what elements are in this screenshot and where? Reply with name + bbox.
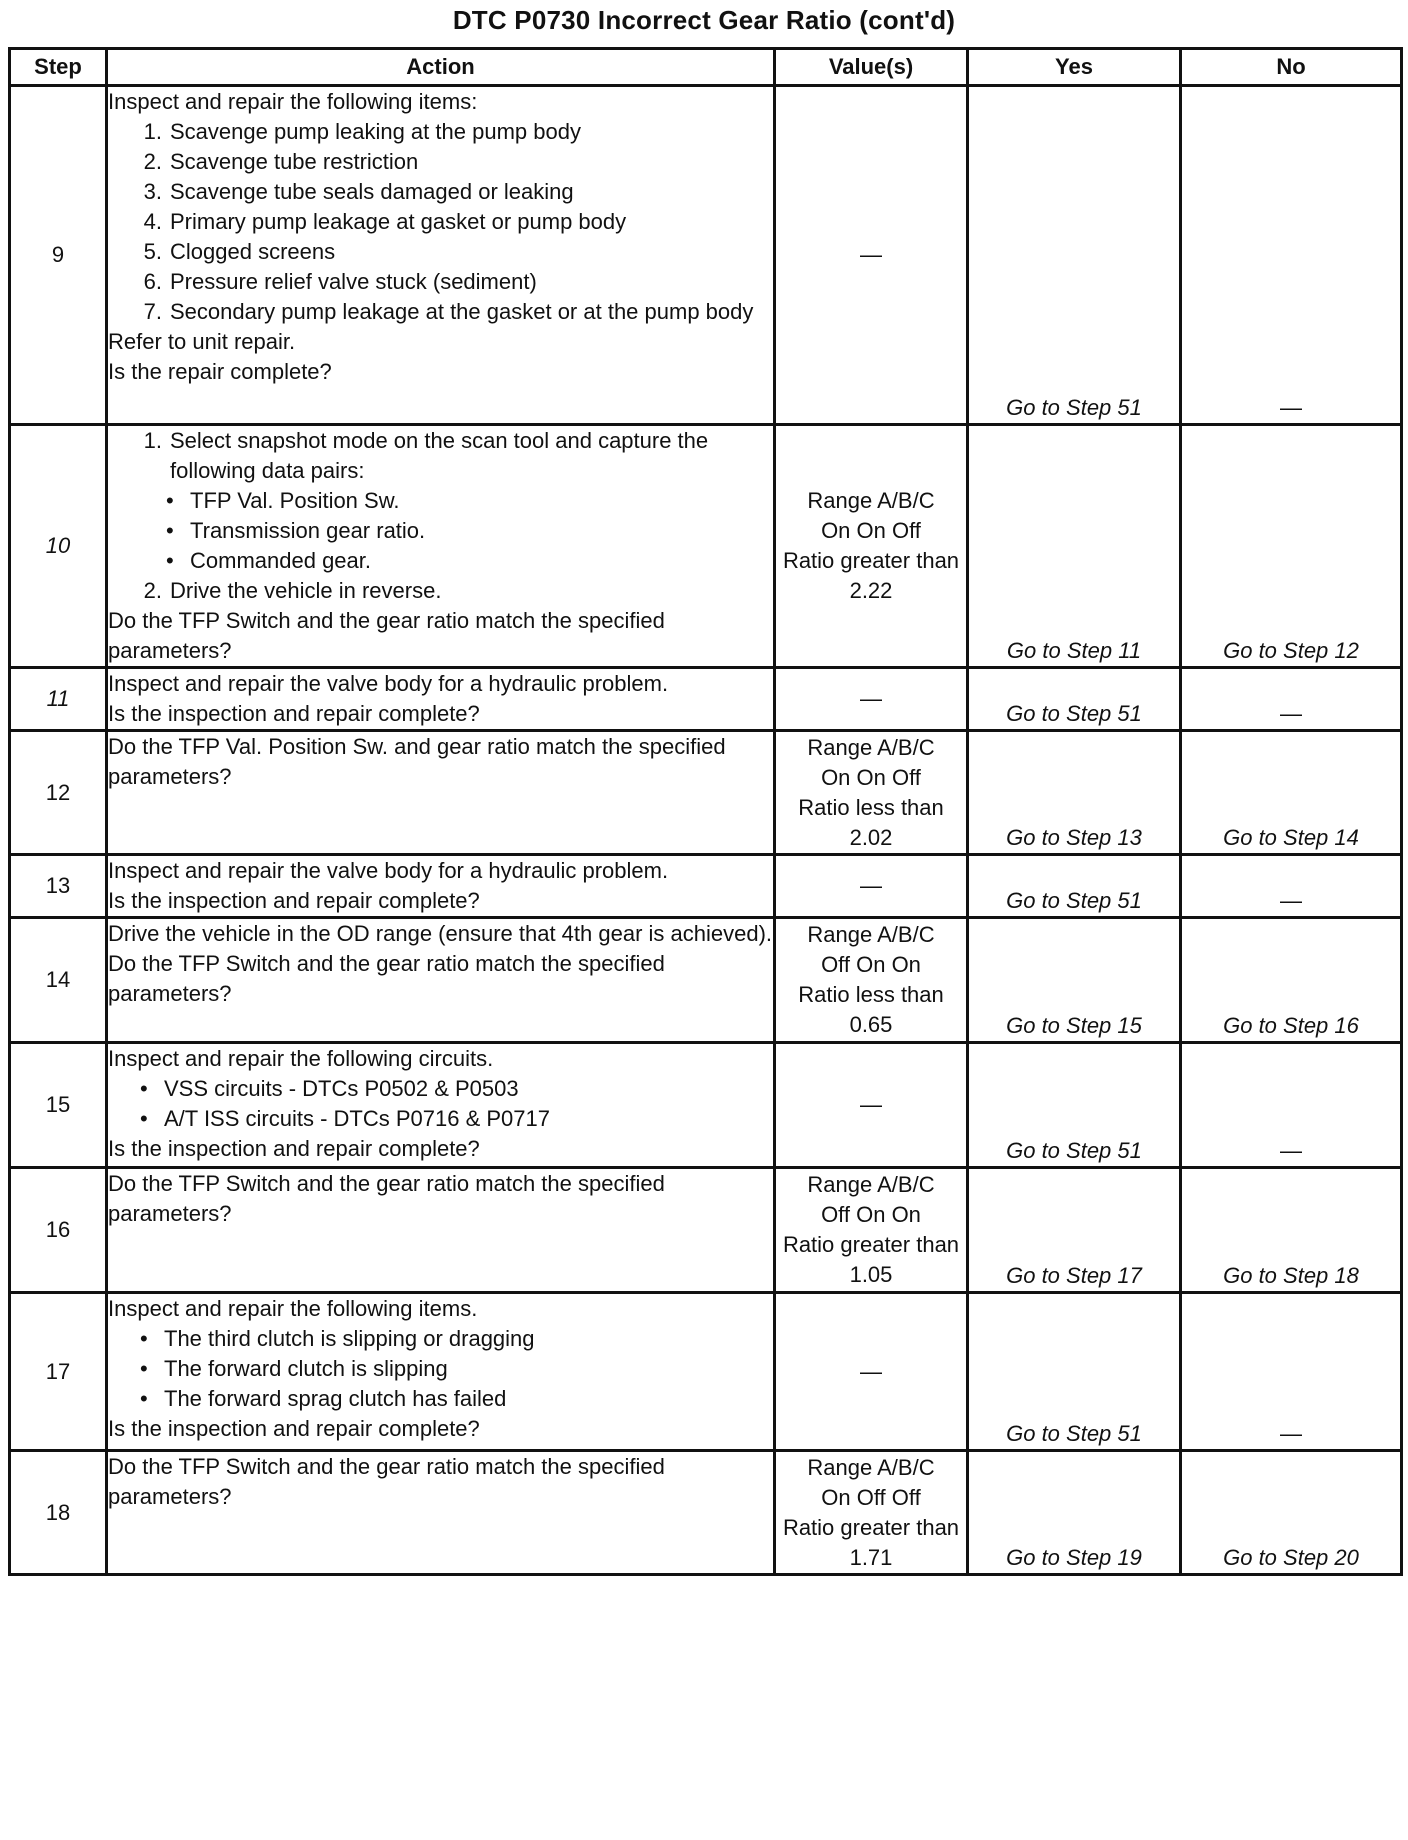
step-number: 15 bbox=[10, 1043, 107, 1168]
action-text: Is the inspection and repair complete? bbox=[108, 888, 480, 913]
value-text: Range A/B/C bbox=[807, 734, 935, 760]
numbered-item bbox=[108, 147, 773, 177]
item-text: TFP Val. Position Sw. bbox=[190, 488, 400, 513]
value-text: — bbox=[860, 686, 882, 711]
action-text: Inspect and repair the following items. bbox=[108, 1296, 478, 1321]
value-text: Range A/B/C bbox=[807, 1172, 935, 1197]
value-text: — bbox=[860, 1358, 882, 1384]
values-cell bbox=[775, 918, 968, 1043]
value-text: On On Off bbox=[821, 764, 921, 790]
yes-goto: Go to Step 51 bbox=[968, 855, 1181, 918]
item-number: 1. bbox=[143, 119, 162, 144]
item-number: 1. bbox=[143, 428, 162, 453]
value-text: Off On On bbox=[821, 952, 921, 977]
no-goto: Go to Step 20 bbox=[1181, 1451, 1402, 1575]
action-text: Is the repair complete? bbox=[108, 359, 332, 384]
item-text: Select snapshot mode on the scan tool and capture the following data pairs: bbox=[170, 428, 709, 483]
table-row bbox=[10, 1168, 1402, 1293]
action-text: Do the TFP Val. Position Sw. and gear ratio match the specified parameters? bbox=[108, 734, 726, 789]
action-text: Do the TFP Switch and the gear ratio match the specified parameters? bbox=[108, 951, 665, 1006]
action-cell bbox=[107, 1168, 775, 1293]
values-cell bbox=[775, 425, 968, 668]
step-number: 9 bbox=[10, 86, 107, 425]
action-cell bbox=[107, 86, 775, 425]
action-text: Drive the vehicle in the OD range (ensure that 4th gear is achieved). bbox=[108, 921, 773, 946]
numbered-item bbox=[108, 237, 773, 267]
values-cell bbox=[775, 855, 968, 918]
value-text: — bbox=[860, 242, 882, 267]
yes-goto: Go to Step 51 bbox=[968, 1293, 1181, 1451]
no-dash: — bbox=[1181, 1043, 1402, 1168]
numbered-item bbox=[108, 426, 773, 486]
table-header-row bbox=[10, 49, 1402, 86]
table-row bbox=[10, 918, 1402, 1043]
values-cell bbox=[775, 1043, 968, 1168]
step-number: 17 bbox=[10, 1293, 107, 1451]
value-text: — bbox=[860, 1092, 882, 1117]
bullet-item bbox=[108, 1074, 773, 1104]
action-cell bbox=[107, 731, 775, 855]
yes-goto: Go to Step 19 bbox=[968, 1451, 1181, 1575]
bullet-icon: • bbox=[140, 1386, 148, 1411]
action-cell bbox=[107, 1043, 775, 1168]
numbered-item bbox=[108, 177, 773, 207]
header-yes: Yes bbox=[968, 49, 1181, 86]
action-cell bbox=[107, 855, 775, 918]
item-text: Scavenge tube seals damaged or leaking bbox=[170, 179, 574, 204]
no-dash: — bbox=[1181, 86, 1402, 425]
action-cell bbox=[107, 918, 775, 1043]
values-cell bbox=[775, 1168, 968, 1293]
action-text: Do the TFP Switch and the gear ratio match the specified parameters? bbox=[108, 608, 665, 663]
step-number: 18 bbox=[10, 1451, 107, 1575]
value-text: — bbox=[860, 873, 882, 898]
value-text: Ratio greater than 1.71 bbox=[782, 1514, 960, 1570]
action-cell bbox=[107, 1451, 775, 1575]
action-text: Do the TFP Switch and the gear ratio match the specified parameters? bbox=[108, 1454, 665, 1509]
table-row bbox=[10, 1043, 1402, 1168]
step-number: 14 bbox=[10, 918, 107, 1043]
step-number: 10 bbox=[10, 425, 107, 668]
yes-goto: Go to Step 17 bbox=[968, 1168, 1181, 1293]
bullet-icon: • bbox=[140, 1106, 148, 1131]
yes-goto: Go to Step 13 bbox=[968, 731, 1181, 855]
value-text: Range A/B/C bbox=[807, 1454, 935, 1480]
step-number: 16 bbox=[10, 1168, 107, 1293]
item-text: VSS circuits - DTCs P0502 & P0503 bbox=[164, 1076, 519, 1101]
table-row bbox=[10, 731, 1402, 855]
item-number: 5. bbox=[143, 239, 162, 264]
item-text: The third clutch is slipping or dragging bbox=[164, 1326, 535, 1351]
value-text: Range A/B/C bbox=[807, 488, 935, 513]
no-dash: — bbox=[1181, 668, 1402, 731]
action-text: Is the inspection and repair complete? bbox=[108, 701, 480, 726]
bullet-item bbox=[108, 516, 773, 546]
yes-goto: Go to Step 51 bbox=[968, 1043, 1181, 1168]
numbered-item bbox=[108, 297, 773, 327]
bullet-icon: • bbox=[166, 488, 174, 513]
item-text: A/T ISS circuits - DTCs P0716 & P0717 bbox=[164, 1106, 550, 1131]
table-row bbox=[10, 86, 1402, 425]
action-text: Inspect and repair the valve body for a hydraulic problem. bbox=[108, 671, 669, 696]
table-row bbox=[10, 855, 1402, 918]
value-text: On On Off bbox=[821, 518, 921, 543]
values-cell bbox=[775, 1293, 968, 1451]
yes-goto: Go to Step 11 bbox=[968, 425, 1181, 668]
item-text: Transmission gear ratio. bbox=[190, 518, 426, 543]
bullet-item bbox=[108, 1384, 773, 1414]
no-dash: — bbox=[1181, 1293, 1402, 1451]
values-cell bbox=[775, 86, 968, 425]
numbered-item bbox=[108, 117, 773, 147]
action-text: Is the inspection and repair complete? bbox=[108, 1416, 480, 1441]
step-number: 12 bbox=[10, 731, 107, 855]
item-text: Secondary pump leakage at the gasket or at the pump body bbox=[170, 299, 754, 324]
numbered-item bbox=[108, 267, 773, 297]
action-text: Inspect and repair the following circuits. bbox=[108, 1046, 494, 1071]
table-row bbox=[10, 1451, 1402, 1575]
item-number: 6. bbox=[143, 269, 162, 294]
page-title: DTC P0730 Incorrect Gear Ratio (cont'd) bbox=[452, 5, 956, 35]
value-text: Ratio less than 2.02 bbox=[798, 794, 944, 850]
numbered-item bbox=[108, 576, 773, 606]
diagnostic-table bbox=[8, 47, 1403, 1576]
header-step: Step bbox=[10, 49, 107, 86]
action-text: Do the TFP Switch and the gear ratio match the specified parameters? bbox=[108, 1171, 665, 1226]
bullet-item bbox=[108, 1324, 773, 1354]
bullet-item bbox=[108, 1354, 773, 1384]
item-number: 2. bbox=[143, 578, 162, 603]
bullet-icon: • bbox=[166, 548, 174, 573]
numbered-item bbox=[108, 207, 773, 237]
item-number: 3. bbox=[143, 179, 162, 204]
item-text: Commanded gear. bbox=[190, 548, 371, 573]
action-cell bbox=[107, 1293, 775, 1451]
item-text: Scavenge tube restriction bbox=[170, 149, 419, 174]
bullet-icon: • bbox=[166, 518, 174, 543]
step-number: 13 bbox=[10, 855, 107, 918]
bullet-icon: • bbox=[140, 1076, 148, 1101]
value-text: On Off Off bbox=[821, 1484, 921, 1510]
value-text: Range A/B/C bbox=[807, 922, 935, 947]
yes-goto: Go to Step 51 bbox=[968, 668, 1181, 731]
table-body bbox=[10, 86, 1402, 1575]
header-values: Value(s) bbox=[775, 49, 968, 86]
action-cell bbox=[107, 668, 775, 731]
values-cell bbox=[775, 731, 968, 855]
action-text: Inspect and repair the following items: bbox=[108, 89, 478, 114]
action-text: Inspect and repair the valve body for a hydraulic problem. bbox=[108, 858, 669, 883]
header-no: No bbox=[1181, 49, 1402, 86]
action-text: Is the inspection and repair complete? bbox=[108, 1136, 480, 1161]
bullet-icon: • bbox=[140, 1356, 148, 1381]
item-text: The forward sprag clutch has failed bbox=[164, 1386, 507, 1411]
header-action: Action bbox=[107, 49, 775, 86]
values-cell bbox=[775, 668, 968, 731]
no-goto: Go to Step 18 bbox=[1181, 1168, 1402, 1293]
bullet-item bbox=[108, 546, 773, 576]
no-goto: Go to Step 12 bbox=[1181, 425, 1402, 668]
item-number: 2. bbox=[143, 149, 162, 174]
item-text: Scavenge pump leaking at the pump body bbox=[170, 119, 581, 144]
item-text: Primary pump leakage at gasket or pump body bbox=[170, 209, 627, 234]
value-text: Off On On bbox=[821, 1202, 921, 1227]
table-row bbox=[10, 425, 1402, 668]
item-text: Clogged screens bbox=[170, 239, 336, 264]
table-row bbox=[10, 668, 1402, 731]
value-text: Ratio greater than 2.22 bbox=[782, 548, 960, 603]
no-goto: Go to Step 14 bbox=[1181, 731, 1402, 855]
action-cell bbox=[107, 425, 775, 668]
item-number: 7. bbox=[143, 299, 162, 324]
value-text: Ratio greater than 1.05 bbox=[782, 1232, 960, 1287]
yes-goto: Go to Step 15 bbox=[968, 918, 1181, 1043]
bullet-icon: • bbox=[140, 1326, 148, 1351]
table-row bbox=[10, 1293, 1402, 1451]
item-text: Drive the vehicle in reverse. bbox=[170, 578, 442, 603]
action-text: Refer to unit repair. bbox=[108, 329, 296, 354]
item-text: Pressure relief valve stuck (sediment) bbox=[170, 269, 537, 294]
yes-goto: Go to Step 51 bbox=[968, 86, 1181, 425]
item-text: The forward clutch is slipping bbox=[164, 1356, 448, 1381]
step-number: 11 bbox=[10, 668, 107, 731]
value-text: Ratio less than 0.65 bbox=[798, 982, 944, 1037]
bullet-item bbox=[108, 486, 773, 516]
no-goto: Go to Step 16 bbox=[1181, 918, 1402, 1043]
bullet-item bbox=[108, 1104, 773, 1134]
no-dash: — bbox=[1181, 855, 1402, 918]
values-cell bbox=[775, 1451, 968, 1575]
item-number: 4. bbox=[143, 209, 162, 234]
